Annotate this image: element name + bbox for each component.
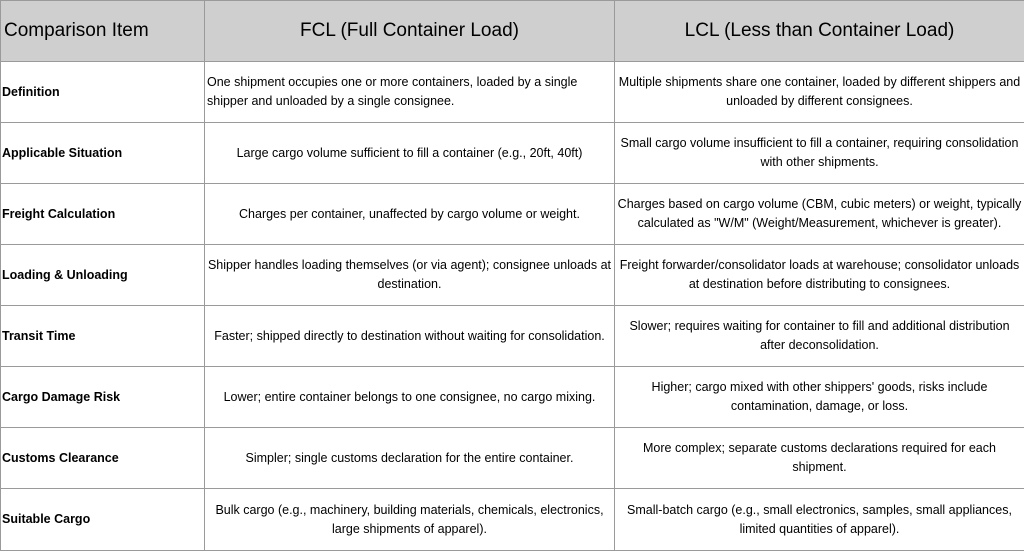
- row-item-label: Freight Calculation: [1, 184, 205, 245]
- header-comparison-item: Comparison Item: [1, 1, 205, 62]
- row-item-label: Transit Time: [1, 306, 205, 367]
- row-item-label: Applicable Situation: [1, 123, 205, 184]
- fcl-cell: Simpler; single customs declaration for the entire container.: [205, 428, 615, 489]
- fcl-cell: Bulk cargo (e.g., machinery, building materials, chemicals, electronics, large shipments of apparel).: [205, 489, 615, 551]
- table-body: [1, 62, 1024, 551]
- lcl-cell: Multiple shipments share one container, loaded by different shippers and unloaded by different consignees.: [615, 62, 1024, 123]
- lcl-cell: Freight forwarder/consolidator loads at warehouse; consolidator unloads at destination before distributing to consignees.: [615, 245, 1024, 306]
- lcl-cell: Slower; requires waiting for container to fill and additional distribution after deconsolidation.: [615, 306, 1024, 367]
- fcl-cell: Shipper handles loading themselves (or via agent); consignee unloads at destination.: [205, 245, 615, 306]
- row-item-label: Loading & Unloading: [1, 245, 205, 306]
- header-row: [1, 1, 1024, 62]
- fcl-cell: Charges per container, unaffected by cargo volume or weight.: [205, 184, 615, 245]
- fcl-cell: One shipment occupies one or more containers, loaded by a single shipper and unloaded by a single consignee.: [205, 62, 615, 123]
- row-item-label: Customs Clearance: [1, 428, 205, 489]
- table-row: [1, 306, 1024, 367]
- lcl-cell: Charges based on cargo volume (CBM, cubic meters) or weight, typically calculated as "W/M" (Weight/Measurement, whichever is greater).: [615, 184, 1024, 245]
- row-item-label: Cargo Damage Risk: [1, 367, 205, 428]
- header-lcl: LCL (Less than Container Load): [615, 1, 1024, 62]
- table-row: [1, 123, 1024, 184]
- lcl-cell: More complex; separate customs declarations required for each shipment.: [615, 428, 1024, 489]
- lcl-cell: Higher; cargo mixed with other shippers' goods, risks include contamination, damage, or loss.: [615, 367, 1024, 428]
- lcl-cell: Small-batch cargo (e.g., small electronics, samples, small appliances, limited quantities of apparel).: [615, 489, 1024, 551]
- fcl-cell: Faster; shipped directly to destination without waiting for consolidation.: [205, 306, 615, 367]
- table-row: [1, 62, 1024, 123]
- fcl-cell: Lower; entire container belongs to one consignee, no cargo mixing.: [205, 367, 615, 428]
- table-row: [1, 489, 1024, 551]
- table-header: [1, 1, 1024, 62]
- header-fcl: FCL (Full Container Load): [205, 1, 615, 62]
- lcl-cell: Small cargo volume insufficient to fill a container, requiring consolidation with other shipments.: [615, 123, 1024, 184]
- table-row: [1, 184, 1024, 245]
- table-row: [1, 428, 1024, 489]
- row-item-label: Suitable Cargo: [1, 489, 205, 551]
- table-row: [1, 245, 1024, 306]
- table-row: [1, 367, 1024, 428]
- fcl-cell: Large cargo volume sufficient to fill a container (e.g., 20ft, 40ft): [205, 123, 615, 184]
- row-item-label: Definition: [1, 62, 205, 123]
